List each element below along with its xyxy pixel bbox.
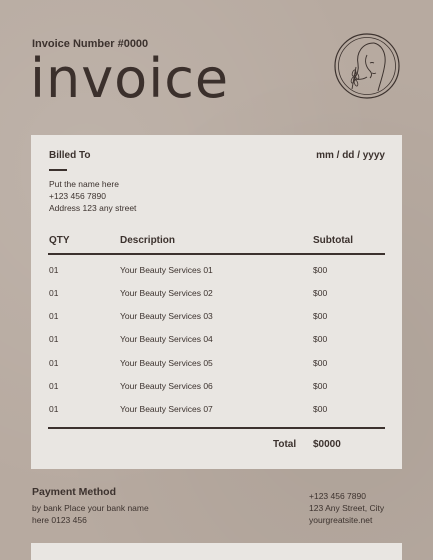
billed-address: Address 123 any street [49, 203, 137, 213]
woman-profile-wheat-icon [334, 33, 400, 99]
billed-to-details [49, 178, 136, 214]
total-label: Total [273, 439, 297, 450]
table-header-divider [48, 253, 385, 255]
row-qty: 01 [49, 381, 59, 391]
payment-line-2: here 0123 456 [32, 515, 87, 525]
row-subtotal: $00 [313, 404, 328, 414]
total-value: $0000 [313, 439, 341, 450]
payment-line-1: by bank Place your bank name [32, 503, 149, 513]
contact-phone: +123 456 7890 [309, 491, 366, 501]
row-description: Your Beauty Services 05 [120, 358, 213, 368]
invoice-title: invoice [30, 47, 230, 110]
row-description: Your Beauty Services 01 [120, 265, 213, 275]
payment-details [32, 502, 149, 526]
table-footer-divider [48, 427, 385, 429]
header-description: Description [120, 235, 176, 246]
table-row [31, 265, 402, 277]
header-subtotal: Subtotal [313, 235, 353, 246]
table-row [31, 404, 402, 416]
row-subtotal: $00 [313, 358, 328, 368]
row-subtotal: $00 [313, 288, 328, 298]
billed-to-underline [49, 169, 67, 171]
row-description: Your Beauty Services 03 [120, 311, 213, 321]
row-description: Your Beauty Services 06 [120, 381, 213, 391]
row-subtotal: $00 [313, 311, 328, 321]
billed-phone: +123 456 7890 [49, 191, 106, 201]
row-description: Your Beauty Services 04 [120, 334, 213, 344]
table-row [31, 311, 402, 323]
contact-details [309, 490, 384, 526]
row-qty: 01 [49, 404, 59, 414]
row-description: Your Beauty Services 07 [120, 404, 213, 414]
table-row [31, 381, 402, 393]
row-qty: 01 [49, 334, 59, 344]
row-subtotal: $00 [313, 334, 328, 344]
billed-name: Put the name here [49, 179, 119, 189]
header-qty: QTY [49, 235, 70, 246]
row-qty: 01 [49, 311, 59, 321]
row-qty: 01 [49, 288, 59, 298]
contact-website: yourgreatsite.net [309, 515, 373, 525]
billed-to-label: Billed To [49, 150, 91, 161]
contact-address: 123 Any Street, City [309, 503, 385, 513]
row-description: Your Beauty Services 02 [120, 288, 213, 298]
bottom-panel [31, 543, 402, 560]
row-qty: 01 [49, 358, 59, 368]
table-row [31, 288, 402, 300]
invoice-date: mm / dd / yyyy [316, 150, 385, 161]
table-row [31, 334, 402, 346]
row-subtotal: $00 [313, 265, 328, 275]
invoice-card [31, 135, 402, 469]
payment-method-title: Payment Method [32, 486, 117, 498]
invoice-number: Invoice Number #0000 [32, 38, 149, 50]
table-row [31, 358, 402, 370]
row-subtotal: $00 [313, 381, 328, 391]
row-qty: 01 [49, 265, 59, 275]
